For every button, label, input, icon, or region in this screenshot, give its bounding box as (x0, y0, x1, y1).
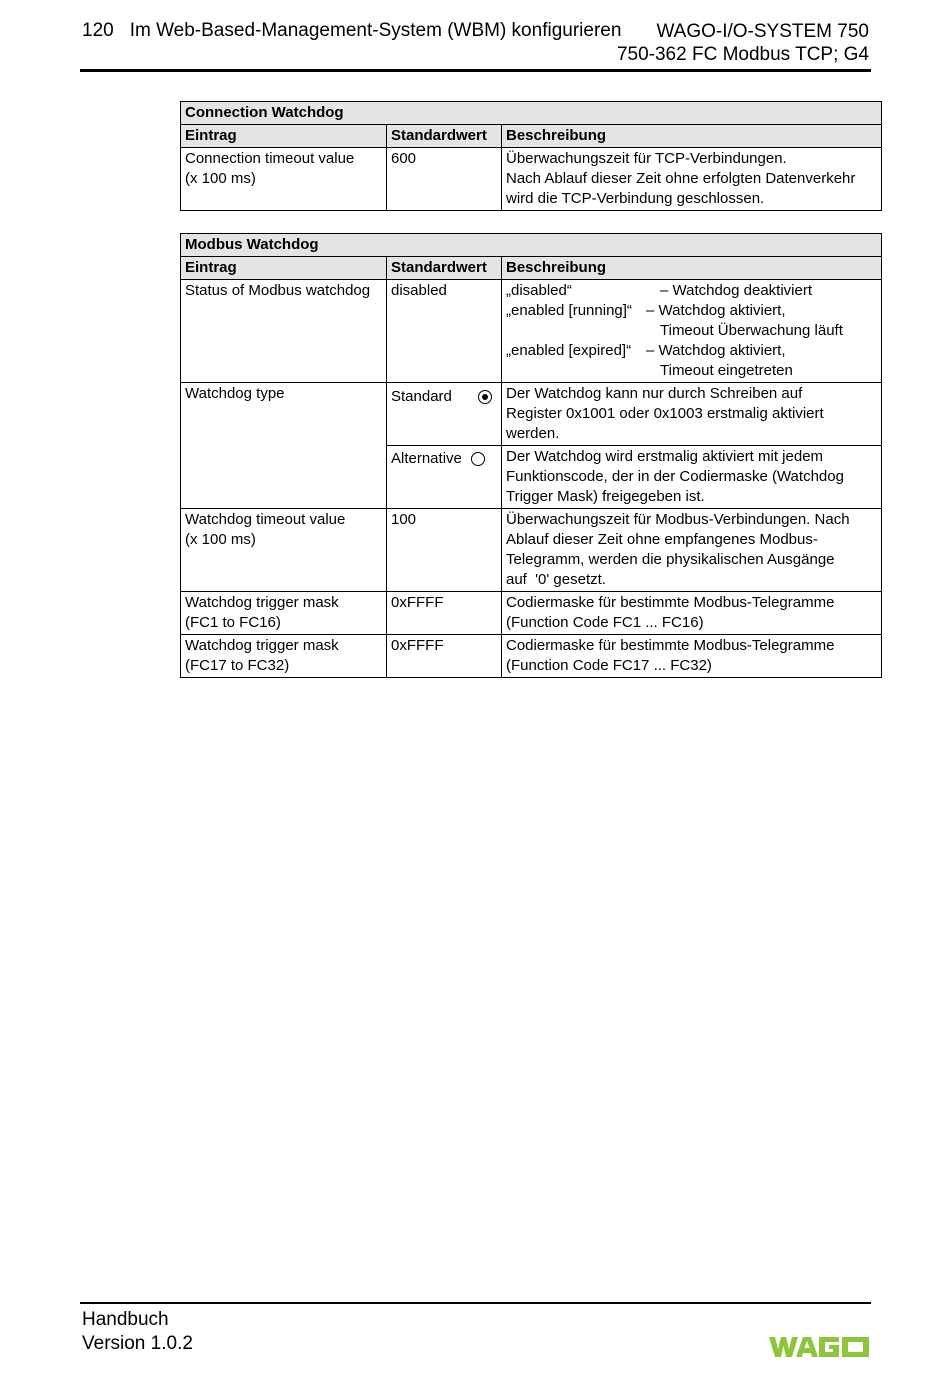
status-value: – Watchdog aktiviert, (646, 342, 786, 359)
entry-cell: Watchdog type (181, 383, 387, 509)
description-text: (Function Code FC1 ... FC16) (506, 614, 704, 631)
entry-range: (FC1 to FC16) (185, 614, 281, 631)
entry-cell (181, 592, 387, 635)
entry-cell (181, 509, 387, 592)
description-cell (502, 509, 882, 592)
table-row (181, 148, 882, 211)
footer-left (82, 1308, 193, 1356)
description-text: Ablauf dieser Zeit ohne empfangenes Modbus- (506, 531, 818, 548)
watchdog-type-alternative-option[interactable] (387, 446, 502, 509)
status-key: „disabled“ (506, 282, 572, 299)
entry-unit: (x 100 ms) (185, 531, 256, 548)
description-text: auf '0' gesetzt. (506, 571, 606, 588)
description-text: Codiermaske für bestimmte Modbus-Telegramme (506, 637, 835, 654)
table-title: Modbus Watchdog (181, 234, 882, 257)
description-text: Codiermaske für bestimmte Modbus-Telegramme (506, 594, 835, 611)
entry-text: Watchdog trigger mask (185, 594, 339, 611)
column-header-entry: Eintrag (181, 125, 387, 148)
connection-watchdog-table (180, 101, 882, 211)
table-row (181, 383, 882, 446)
description-text: Der Watchdog kann nur durch Schreiben auf (506, 385, 803, 402)
column-header-entry: Eintrag (181, 257, 387, 280)
description-text: Telegramm, werden die physikalischen Ausgänge (506, 551, 835, 568)
radio-selected-icon[interactable] (478, 390, 492, 404)
entry-text: Watchdog timeout value (185, 511, 346, 528)
table-title: Connection Watchdog (181, 102, 882, 125)
radio-label: Alternative (391, 450, 462, 467)
description-text: werden. (506, 425, 560, 442)
status-key: „enabled [running]“ (506, 302, 632, 319)
page-footer (80, 1302, 871, 1362)
entry-text: Watchdog trigger mask (185, 637, 339, 654)
description-cell (502, 635, 882, 678)
version-label: Version 1.0.2 (82, 1333, 193, 1354)
description-cell (502, 280, 882, 383)
entry-cell: Status of Modbus watchdog (181, 280, 387, 383)
description-text: (Function Code FC17 ... FC32) (506, 657, 712, 674)
radio-label: Standard (391, 388, 452, 405)
chapter-title: Im Web-Based-Management-System (WBM) konfigurieren (129, 20, 622, 41)
table-header-row (181, 125, 882, 148)
description-text: Register 0x1001 oder 0x1003 erstmalig aktiviert (506, 405, 824, 422)
default-value: disabled (387, 280, 502, 383)
wago-logo-icon (769, 1334, 869, 1360)
table-row (181, 509, 882, 592)
description-text: Überwachungszeit für TCP-Verbindungen. (506, 150, 787, 167)
description-text: wird die TCP-Verbindung geschlossen. (506, 190, 765, 207)
status-value: – Watchdog deaktiviert (660, 282, 813, 299)
table-row (181, 280, 882, 383)
watchdog-type-standard-option[interactable] (387, 383, 502, 446)
entry-text: Connection timeout value (185, 150, 355, 167)
default-value: 100 (387, 509, 502, 592)
page-number: 120 (82, 20, 114, 41)
entry-unit: (x 100 ms) (185, 170, 256, 187)
entry-cell (181, 148, 387, 211)
modbus-watchdog-table (180, 233, 882, 678)
entry-range: (FC17 to FC32) (185, 657, 290, 674)
column-header-default: Standardwert (387, 125, 502, 148)
default-value: 0xFFFF (387, 592, 502, 635)
product-title: 750-362 FC Modbus TCP; G4 (616, 44, 869, 65)
description-text: Trigger Mask) freigegeben ist. (506, 488, 705, 505)
status-value-continued: Timeout eingetreten (660, 362, 793, 379)
description-cell (502, 446, 882, 509)
system-title: WAGO-I/O-SYSTEM 750 (656, 21, 869, 42)
description-text: Nach Ablauf dieser Zeit ohne erfolgten Datenverkehr (506, 170, 856, 187)
page-header (80, 18, 871, 72)
table-row (181, 592, 882, 635)
radio-unselected-icon[interactable] (471, 452, 485, 466)
description-cell (502, 383, 882, 446)
default-value: 0xFFFF (387, 635, 502, 678)
status-value-continued: Timeout Überwachung läuft (660, 322, 843, 339)
description-text: Funktionscode, der in der Codiermaske (Watchdog (506, 468, 844, 485)
header-right (617, 20, 869, 66)
entry-cell (181, 635, 387, 678)
description-text: Der Watchdog wird erstmalig aktiviert mit jedem (506, 448, 824, 465)
description-text: Überwachungszeit für Modbus-Verbindungen. Nach (506, 511, 850, 528)
description-cell (502, 148, 882, 211)
column-header-description: Beschreibung (502, 257, 882, 280)
column-header-description: Beschreibung (502, 125, 882, 148)
description-cell (502, 592, 882, 635)
status-key: „enabled [expired]“ (506, 342, 632, 359)
header-left (82, 20, 621, 42)
table-row (181, 635, 882, 678)
manual-label: Handbuch (82, 1309, 169, 1330)
column-header-default: Standardwert (387, 257, 502, 280)
status-value: – Watchdog aktiviert, (646, 302, 786, 319)
default-value: 600 (387, 148, 502, 211)
table-header-row (181, 257, 882, 280)
